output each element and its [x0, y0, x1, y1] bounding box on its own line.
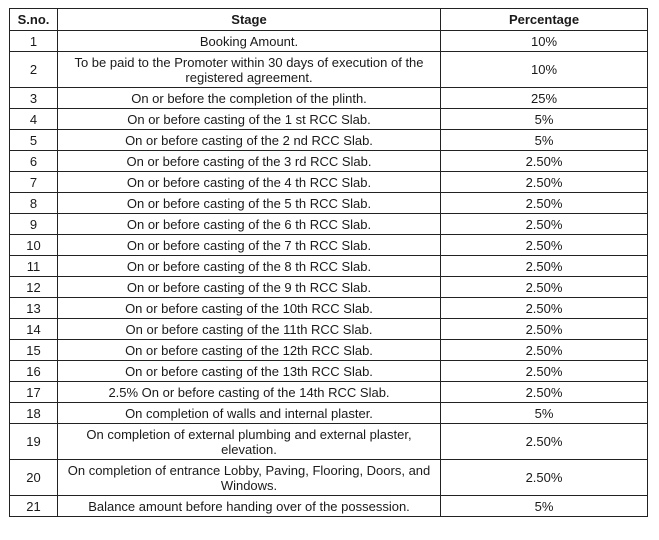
cell-stage: On completion of entrance Lobby, Paving, Flooring, Doors, and Windows.: [58, 460, 441, 496]
table-row: [10, 130, 648, 151]
cell-sno: 19: [10, 424, 58, 460]
cell-stage: On or before casting of the 3 rd RCC Slab.: [58, 151, 441, 172]
table-row: [10, 52, 648, 88]
table-row: [10, 424, 648, 460]
cell-stage: On or before casting of the 7 th RCC Slab.: [58, 235, 441, 256]
table-row: [10, 277, 648, 298]
table-row: [10, 382, 648, 403]
cell-sno: 8: [10, 193, 58, 214]
cell-percentage: 2.50%: [441, 319, 648, 340]
cell-sno: 12: [10, 277, 58, 298]
cell-percentage: 5%: [441, 496, 648, 517]
table-row: [10, 31, 648, 52]
cell-stage: On or before casting of the 10th RCC Slab.: [58, 298, 441, 319]
table-row: [10, 319, 648, 340]
cell-sno: 3: [10, 88, 58, 109]
table-row: [10, 193, 648, 214]
cell-sno: 17: [10, 382, 58, 403]
cell-percentage: 2.50%: [441, 460, 648, 496]
cell-percentage: 2.50%: [441, 193, 648, 214]
table-row: [10, 214, 648, 235]
table-row: [10, 151, 648, 172]
header-percentage: Percentage: [441, 9, 648, 31]
cell-sno: 18: [10, 403, 58, 424]
cell-stage: To be paid to the Promoter within 30 days of execution of the registered agreement.: [58, 52, 441, 88]
table-row: [10, 496, 648, 517]
cell-sno: 21: [10, 496, 58, 517]
cell-stage: On or before the completion of the plinth.: [58, 88, 441, 109]
cell-percentage: 2.50%: [441, 235, 648, 256]
payment-schedule-table: [9, 8, 648, 517]
cell-stage: Balance amount before handing over of the possession.: [58, 496, 441, 517]
header-sno: S.no.: [10, 9, 58, 31]
cell-stage: On or before casting of the 8 th RCC Slab.: [58, 256, 441, 277]
cell-sno: 14: [10, 319, 58, 340]
cell-percentage: 2.50%: [441, 361, 648, 382]
cell-stage: On or before casting of the 12th RCC Slab.: [58, 340, 441, 361]
table-row: [10, 172, 648, 193]
cell-sno: 5: [10, 130, 58, 151]
table-row: [10, 298, 648, 319]
table-row: [10, 403, 648, 424]
cell-sno: 15: [10, 340, 58, 361]
cell-stage: Booking Amount.: [58, 31, 441, 52]
cell-percentage: 2.50%: [441, 172, 648, 193]
cell-percentage: 2.50%: [441, 214, 648, 235]
cell-percentage: 2.50%: [441, 424, 648, 460]
table-row: [10, 340, 648, 361]
cell-percentage: 2.50%: [441, 298, 648, 319]
cell-percentage: 25%: [441, 88, 648, 109]
cell-stage: On or before casting of the 13th RCC Slab.: [58, 361, 441, 382]
cell-percentage: 5%: [441, 109, 648, 130]
table-row: [10, 460, 648, 496]
cell-sno: 1: [10, 31, 58, 52]
cell-sno: 2: [10, 52, 58, 88]
payment-schedule-container: [9, 8, 648, 517]
cell-stage: On or before casting of the 6 th RCC Slab.: [58, 214, 441, 235]
cell-stage: On completion of walls and internal plaster.: [58, 403, 441, 424]
cell-sno: 13: [10, 298, 58, 319]
cell-sno: 4: [10, 109, 58, 130]
cell-percentage: 2.50%: [441, 277, 648, 298]
cell-stage: On or before casting of the 9 th RCC Slab.: [58, 277, 441, 298]
cell-percentage: 2.50%: [441, 382, 648, 403]
cell-sno: 6: [10, 151, 58, 172]
cell-percentage: 10%: [441, 52, 648, 88]
cell-percentage: 5%: [441, 130, 648, 151]
cell-percentage: 2.50%: [441, 256, 648, 277]
table-header-row: [10, 9, 648, 31]
table-row: [10, 109, 648, 130]
cell-stage: On or before casting of the 11th RCC Slab.: [58, 319, 441, 340]
cell-sno: 10: [10, 235, 58, 256]
table-row: [10, 256, 648, 277]
cell-stage: On or before casting of the 2 nd RCC Slab.: [58, 130, 441, 151]
cell-stage: On or before casting of the 5 th RCC Slab.: [58, 193, 441, 214]
cell-percentage: 2.50%: [441, 151, 648, 172]
cell-stage: On or before casting of the 1 st RCC Slab.: [58, 109, 441, 130]
table-row: [10, 361, 648, 382]
cell-stage: On completion of external plumbing and external plaster, elevation.: [58, 424, 441, 460]
table-row: [10, 88, 648, 109]
cell-stage: 2.5% On or before casting of the 14th RCC Slab.: [58, 382, 441, 403]
cell-sno: 11: [10, 256, 58, 277]
cell-sno: 7: [10, 172, 58, 193]
table-row: [10, 235, 648, 256]
header-stage: Stage: [58, 9, 441, 31]
cell-sno: 9: [10, 214, 58, 235]
cell-sno: 16: [10, 361, 58, 382]
cell-sno: 20: [10, 460, 58, 496]
cell-percentage: 10%: [441, 31, 648, 52]
cell-percentage: 2.50%: [441, 340, 648, 361]
cell-percentage: 5%: [441, 403, 648, 424]
cell-stage: On or before casting of the 4 th RCC Slab.: [58, 172, 441, 193]
